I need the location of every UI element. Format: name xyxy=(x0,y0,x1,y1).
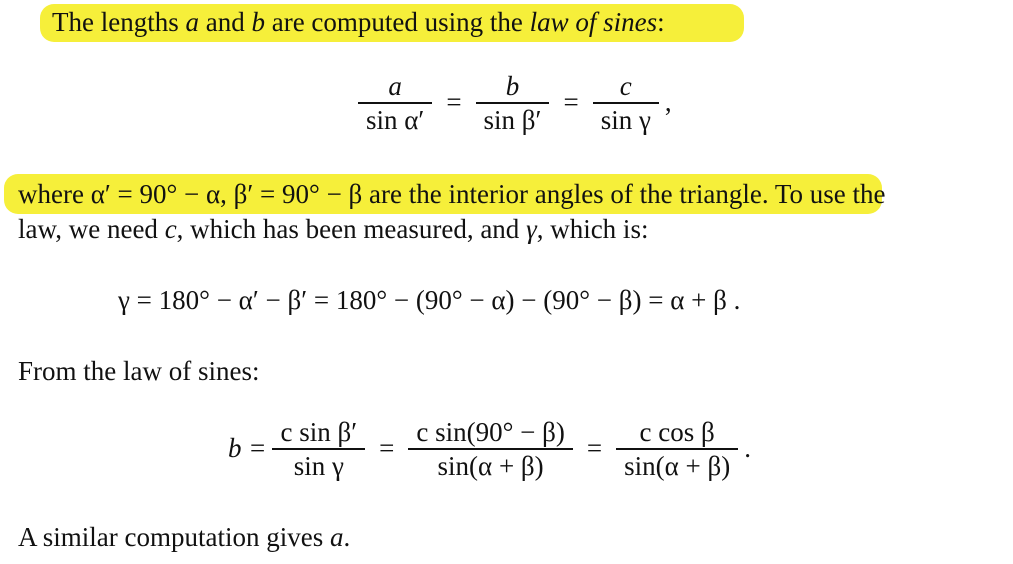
paragraph-need-c-gamma: law, we need c, which has been measured, and γ, which is: xyxy=(18,214,649,244)
fraction-a: $\frac{a}{\text{sin α′}}$ xyxy=(358,70,432,136)
equation-gamma: γ = 180° − α′ − β′ = 180° − (90° − α) − (90° − β) = α + β . xyxy=(118,285,741,315)
equation-b: b = $\frac{\text{c sin β′}}{\text{sin γ}}$ = $\frac{\text{c sin(90° − β)}}{\sin(\alpha + \beta)}$ = $\frac{\text{c cos β}}{\sin(\alpha + \beta)}$ . xyxy=(228,417,751,481)
fraction-b-3: $\frac{\text{c cos β}}{\sin(\alpha + \beta)}$ xyxy=(616,416,738,482)
paragraph-from-law: From the law of sines: xyxy=(18,356,260,386)
paragraph-similar: A similar computation gives a. xyxy=(18,522,351,552)
paragraph-intro: The lengths a and b are computed using the law of sines: xyxy=(52,7,665,37)
fraction-b: $\frac{b}{\text{sin β′}}$ xyxy=(476,70,550,136)
paragraph-interior-angles: where α′ = 90° − α, β′ = 90° − β are the interior angles of the triangle. To use the xyxy=(18,179,886,209)
fraction-b-1: $\frac{\text{c sin β′}}{\text{sin γ}}$ xyxy=(272,416,365,482)
equation-law-of-sines: $\frac{a}{\text{sin α′}}$ = $\frac{b}{\text{sin β′}}$ = $\frac{c}{\text{sin γ}}$ , xyxy=(352,70,672,136)
fraction-b-2: $\frac{\text{c sin(90° − β)}}{\sin(\alpha + \beta)}$ xyxy=(408,416,573,482)
fraction-c: $\frac{c}{\text{sin γ}}$ xyxy=(593,70,659,136)
